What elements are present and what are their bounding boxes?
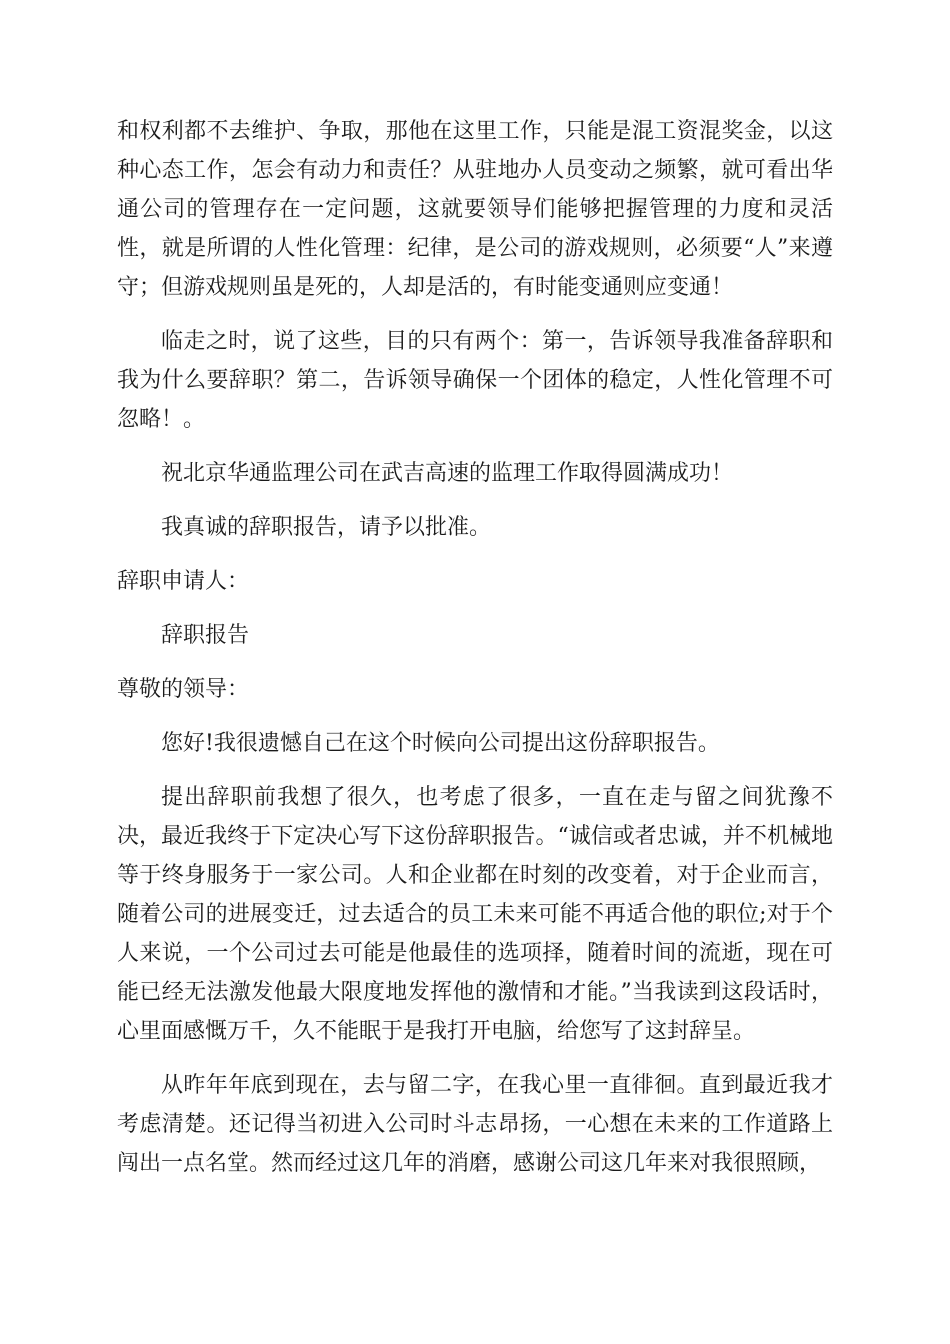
paragraph-continuation: 和权利都不去维护、争取，那他在这里工作，只能是混工资混奖金，以这种心态工作，怎会有动力和责任？从驻地办人员变动之频繁，就可看出华通公司的管理存在一定问题，这就要领导们能够把握管理的力度和灵活性，就是所谓的人性化管理：纪律，是公司的游戏规则，必须要“人”来遵守；但游戏规则虽是死的，人却是活的，有时能变通则应变通！ (117, 119, 833, 300)
section-title: 辞职报告 (161, 623, 250, 648)
document-body (117, 112, 833, 1198)
paragraph-reason-summary: 临走之时，说了这些，目的只有两个：第一，告诉领导我准备辞职和我为什么要辞职？第二，告诉领导确保一个团体的稳定，人性化管理不可忽略！。 (117, 329, 833, 432)
salutation: 尊敬的领导： (117, 677, 250, 702)
paragraph-request-approval: 我真诚的辞职报告，请予以批准。 (161, 515, 492, 540)
paragraph-wishes: 祝北京华通监理公司在武吉高速的监理工作取得圆满成功！ (161, 461, 734, 486)
paragraph-greeting: 您好!我很遗憾自己在这个时候向公司提出这份辞职报告。 (161, 731, 720, 756)
signature-label: 辞职申请人： (117, 569, 250, 594)
paragraph-deliberation: 提出辞职前我想了很久，也考虑了很多，一直在走与留之间犹豫不决，最近我终于下定决心写下这份辞职报告。“诚信或者忠诚，并不机械地等于终身服务于一家公司。人和企业都在时刻的改变着，对于企业而言，随着公司的进展变迁，过去适合的员工未来可能不再适合他的职位;对于个人来说，一个公司过去可能是他最佳的选项择，随着时间的流逝，现在可能已经无法激发他最大限度地发挥他的激情和才能。”当我读到这段话时，心里面感慨万千，久不能眠于是我打开电脑，给您写了这封辞呈。 (117, 785, 833, 1044)
paragraph-reflection: 从昨年年底到现在，去与留二字，在我心里一直徘徊。直到最近我才考虑清楚。还记得当初进入公司时斗志昂扬，一心想在未来的工作道路上闯出一点名堂。然而经过这几年的消磨，感谢公司这几年来对我很照顾， (117, 1073, 833, 1176)
